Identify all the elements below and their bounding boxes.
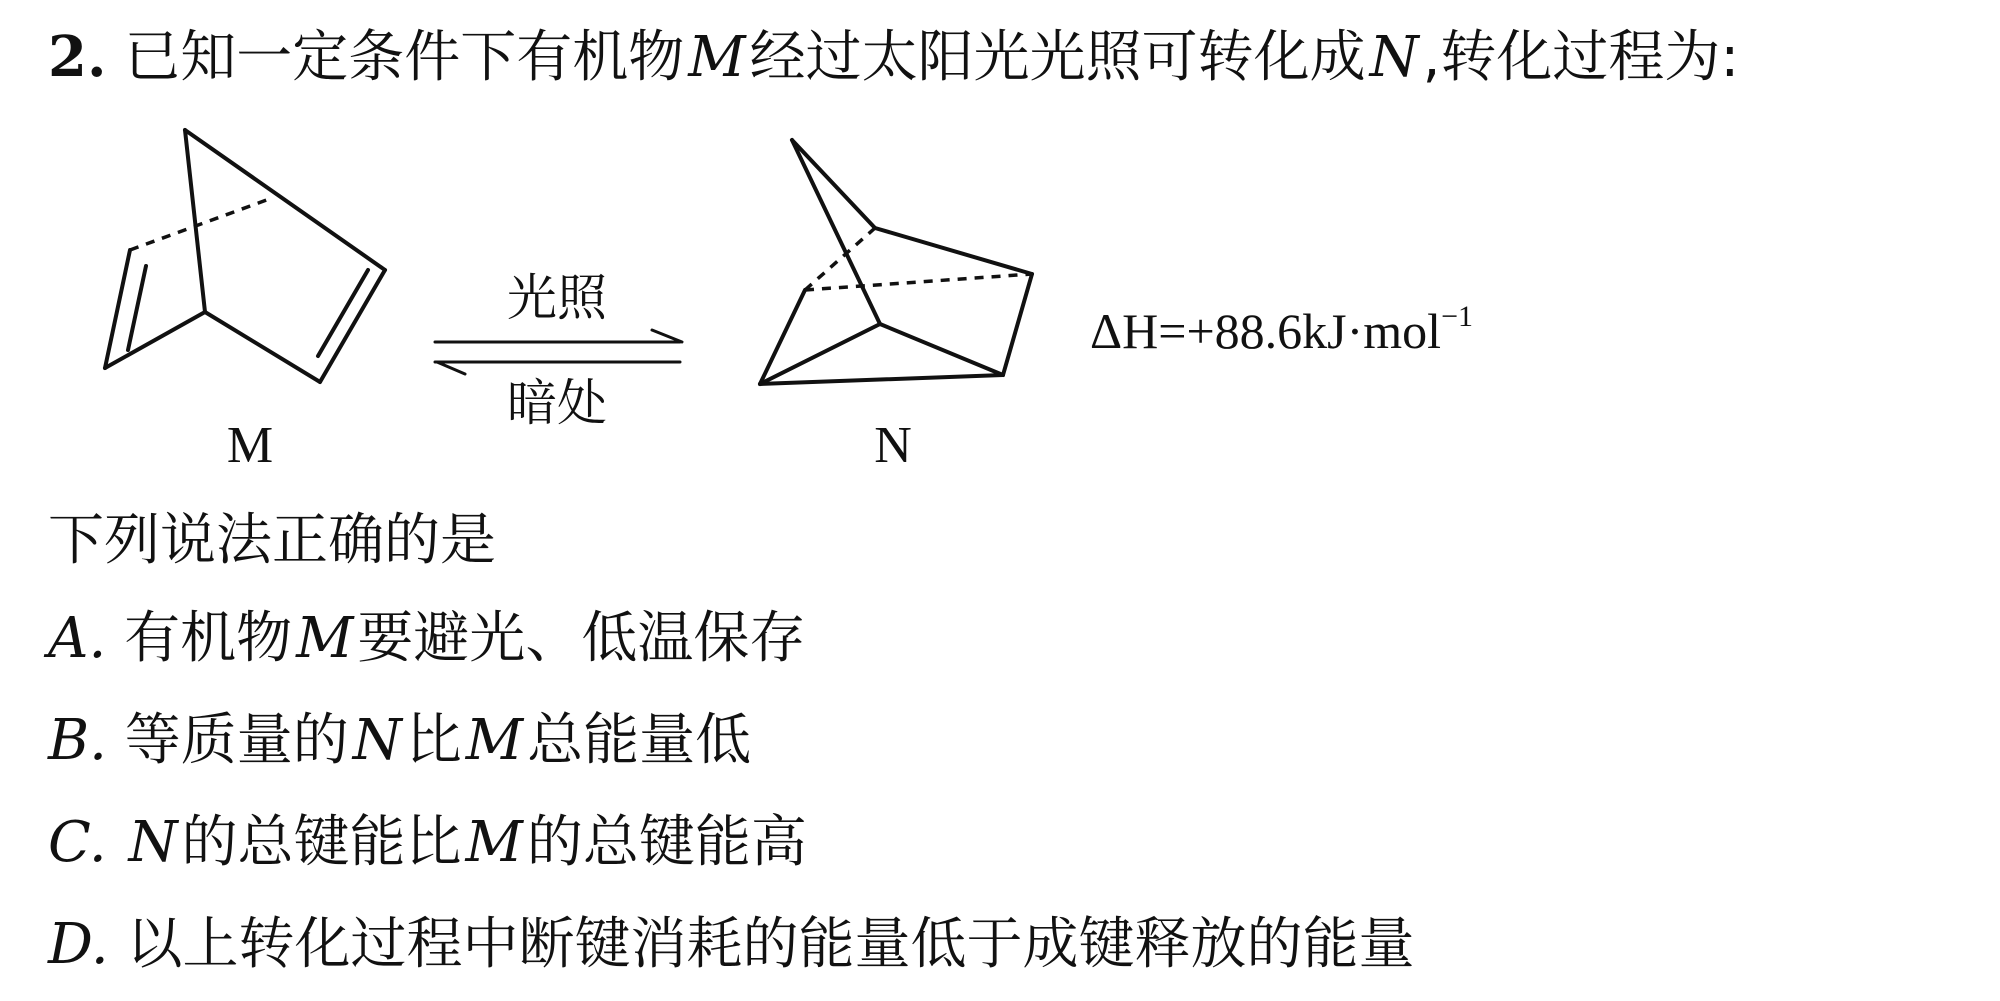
question-var-m: M [688,25,746,90]
option-d-letter: D. [48,912,109,977]
enthalpy-change [1090,300,1473,359]
option-a-text-1: 有机物 [124,606,293,671]
arrow-label-dark: 暗处 [507,374,607,432]
arrow-label-light: 光照 [507,269,607,327]
option-a[interactable] [48,604,805,674]
question-number: 2. [48,24,107,90]
option-b-text-2: 比 [405,708,462,773]
option-b-var-n: N [352,708,402,773]
enthalpy-exponent: −1 [1441,300,1473,333]
option-c-text-1: 的总键能比 [181,810,462,875]
equilibrium-arrows [435,330,682,374]
molecule-n-structure [760,140,1032,384]
option-d-text-1: 以上转化过程中断键消耗的能量低于成键释放的能量 [126,912,1415,977]
question-prompt: 下列说法正确的是 [48,508,496,573]
reaction-svg [0,110,2000,500]
option-c[interactable] [48,808,807,878]
reaction-diagram [0,110,2000,500]
question-var-n: N [1369,25,1419,90]
option-c-letter: C. [48,810,107,875]
molecule-n-label: N [874,417,912,474]
option-b-letter: B. [48,708,107,773]
question-text-part-1: 已知一定条件下有机物 [124,25,685,90]
molecule-m-structure [105,130,385,382]
option-b-text-1: 等质量的 [124,708,349,773]
molecule-m-label: M [226,417,274,474]
option-c-var-m: M [465,810,523,875]
question-stem [48,22,1739,93]
question-text-part-3: ,转化过程为: [1422,25,1740,90]
option-a-text-2: 要避光、低温保存 [357,606,806,671]
option-d[interactable] [48,910,1415,980]
option-c-text-2: 的总键能高 [526,810,807,875]
option-a-var-m: M [296,606,354,671]
option-b-var-m: M [465,708,524,773]
option-b-text-3: 总能量低 [527,708,752,773]
enthalpy-value: ΔH=+88.6kJ·mol [1090,303,1442,359]
option-a-letter: A. [48,606,107,671]
option-c-var-n: N [128,810,178,875]
question-text-part-2: 经过太阳光光照可转化成 [749,25,1366,90]
option-b[interactable] [48,706,751,776]
